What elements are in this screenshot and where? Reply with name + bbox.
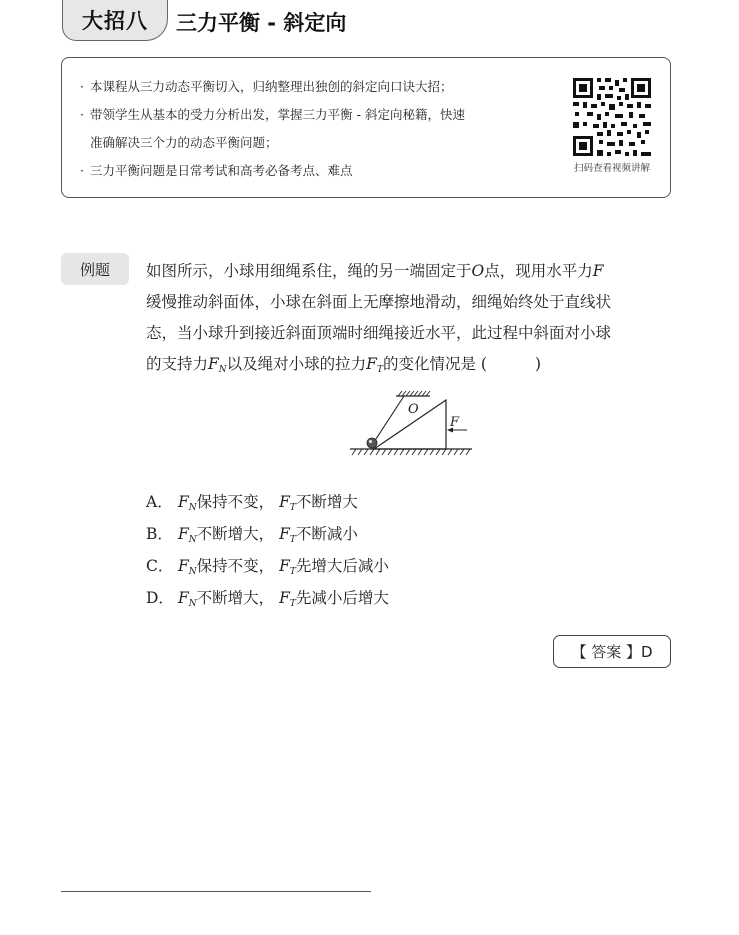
option-c[interactable]: C． $F_N$保持不变， $F_T$先增大后减小: [146, 557, 389, 577]
intro-box: [61, 57, 671, 198]
intro-bullet-3: · 三力平衡问题是日常考试和高考必备考点、难点: [80, 163, 353, 178]
footer-divider: [61, 891, 371, 892]
section-tab: [62, 0, 168, 41]
intro-bullet-1: · 本课程从三力动态平衡切入，归纳整理出独创的斜定向口诀大招；: [80, 79, 453, 94]
answer-box[interactable]: [553, 635, 671, 668]
example-line-1: 如图所示，小球用细绳系住，绳的另一端固定于O点，现用水平力F: [146, 262, 604, 280]
intro-bullet-2-cont: 准确解决三个力的动态平衡问题；: [90, 135, 278, 150]
option-b[interactable]: B． $F_N$不断增大， $F_T$不断减小: [146, 525, 358, 545]
intro-bullet-2: · 带领学生从基本的受力分析出发，掌握三力平衡 - 斜定向秘籍，快速: [80, 107, 465, 122]
qr-caption: 扫码查看视频讲解: [573, 163, 650, 174]
pivot-label: O: [408, 402, 419, 417]
qr-code-icon[interactable]: [571, 76, 653, 158]
example-line-3: 态，当小球升到接近斜面顶端时细绳接近水平，此过程中斜面对小球: [146, 324, 612, 342]
answer-text: 【 答案 】D: [571, 643, 653, 661]
example-badge: 例题: [61, 253, 129, 285]
option-d[interactable]: D． $F_N$不断增大， $F_T$先减小后增大: [146, 589, 389, 609]
incline-diagram: [342, 388, 474, 460]
section-tab-label: 大招八: [82, 9, 148, 33]
force-label: F: [450, 415, 460, 430]
section-title: 三力平衡 - 斜定向: [176, 11, 347, 35]
example-text: [146, 256, 674, 380]
example-line-2: 缓慢推动斜面体，小球在斜面上无摩擦地滑动，细绳始终处于直线状: [146, 293, 612, 311]
example-line-4: 的支持力$F_N$以及绳对小球的拉力$F_T$的变化情况是 ( ): [146, 355, 541, 375]
option-a[interactable]: A． $F_N$保持不变， $F_T$不断增大: [146, 493, 358, 513]
